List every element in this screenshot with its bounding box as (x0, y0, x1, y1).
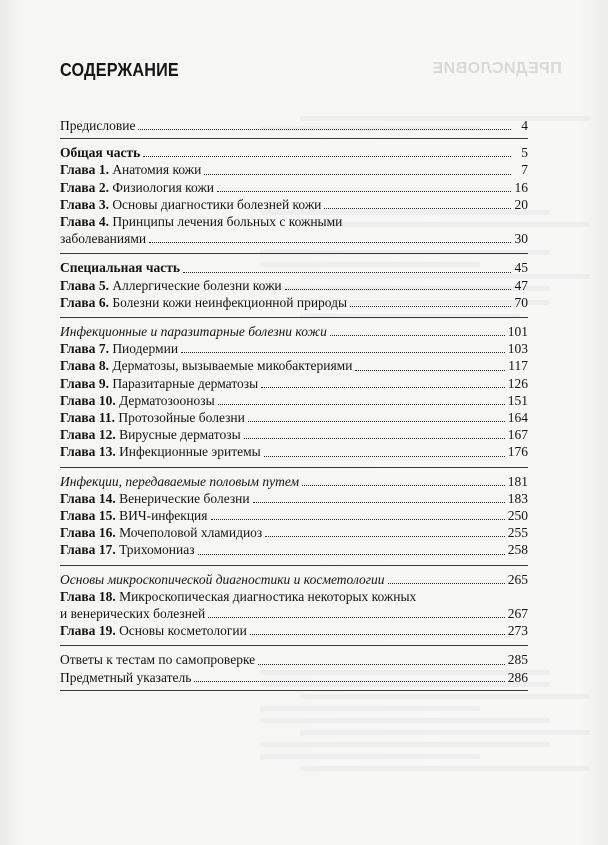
toc-chapter-14: Глава 14. Венерические болезни 183 (60, 490, 528, 506)
show-through-line (260, 754, 480, 759)
toc-chapter-19: Глава 19. Основы косметологии 273 (60, 623, 528, 639)
toc-chapter-18-line1: Глава 18. Микроскопическая диагностика некоторых кожных (60, 588, 417, 604)
toc-chapter-10: Глава 10. Дерматозоонозы 151 (60, 392, 528, 408)
divider (60, 253, 528, 254)
toc-chapter-13: Глава 13. Инфекционные эритемы 176 (60, 444, 528, 460)
divider (60, 467, 528, 468)
toc-chapter-18: и венерических болезней 267 (60, 606, 528, 622)
toc-chapter-15: Глава 15. ВИЧ-инфекция 250 (60, 508, 528, 524)
toc-chapter-11: Глава 11. Протозойные болезни 164 (60, 410, 528, 426)
table-of-contents (60, 117, 528, 691)
toc-chapter-4-line1: Глава 4. Принципы лечения больных с кожными (60, 214, 343, 230)
toc-entry-preface: Предисловие 4 (60, 118, 528, 133)
divider (60, 317, 528, 318)
show-through-line (260, 706, 480, 711)
toc-chapter-7: Глава 7. Пиодермии 103 (60, 341, 528, 357)
toc-chapter-9: Глава 9. Паразитарные дерматозы 126 (60, 375, 528, 391)
toc-part-microscopy: Основы микроскопической диагностики и косметологии 265 (60, 571, 528, 587)
divider (60, 645, 528, 646)
toc-entry-index: Предметный указатель 286 (60, 669, 528, 685)
toc-chapter-17: Глава 17. Трихомониаз 258 (60, 542, 528, 558)
toc-chapter-16: Глава 16. Мочеполовой хламидиоз 255 (60, 525, 528, 541)
toc-chapter-5: Глава 5. Аллергические болезни кожи 47 (60, 277, 528, 293)
page-number: 4 (521, 118, 528, 133)
show-through-line (300, 766, 590, 771)
show-through-title: ПРЕДИСЛОВИЕ (432, 60, 562, 77)
toc-chapter-2: Глава 2. Физиология кожи 16 (60, 179, 528, 195)
show-through-line (260, 718, 550, 723)
toc-chapter-12: Глава 12. Вирусные дерматозы 167 (60, 427, 528, 443)
toc-section-general: Общая часть 5 (60, 145, 528, 161)
toc-part-sti: Инфекции, передаваемые половым путем 181 (60, 473, 528, 489)
toc-part-infections: Инфекционные и паразитарные болезни кожи 101 (60, 324, 528, 340)
toc-chapter-4: заболеваниями 30 (60, 231, 528, 247)
divider (60, 565, 528, 566)
divider (60, 690, 528, 691)
toc-chapter-3: Глава 3. Основы диагностики болезней кожи 20 (60, 196, 528, 212)
page-title: СОДЕРЖАНИЕ (60, 60, 179, 80)
divider (60, 138, 528, 139)
toc-entry-answers: Ответы к тестам по самопроверке 285 (60, 652, 528, 668)
show-through-line (300, 730, 590, 735)
toc-section-special: Специальная часть 45 (60, 260, 528, 276)
toc-chapter-8: Глава 8. Дерматозы, вызываемые микобактериями 117 (60, 358, 528, 374)
toc-chapter-1: Глава 1. Анатомия кожи 7 (60, 162, 528, 178)
show-through-line (300, 694, 590, 699)
toc-chapter-6: Глава 6. Болезни кожи неинфекционной природы 70 (60, 294, 528, 310)
show-through-line (260, 742, 550, 747)
